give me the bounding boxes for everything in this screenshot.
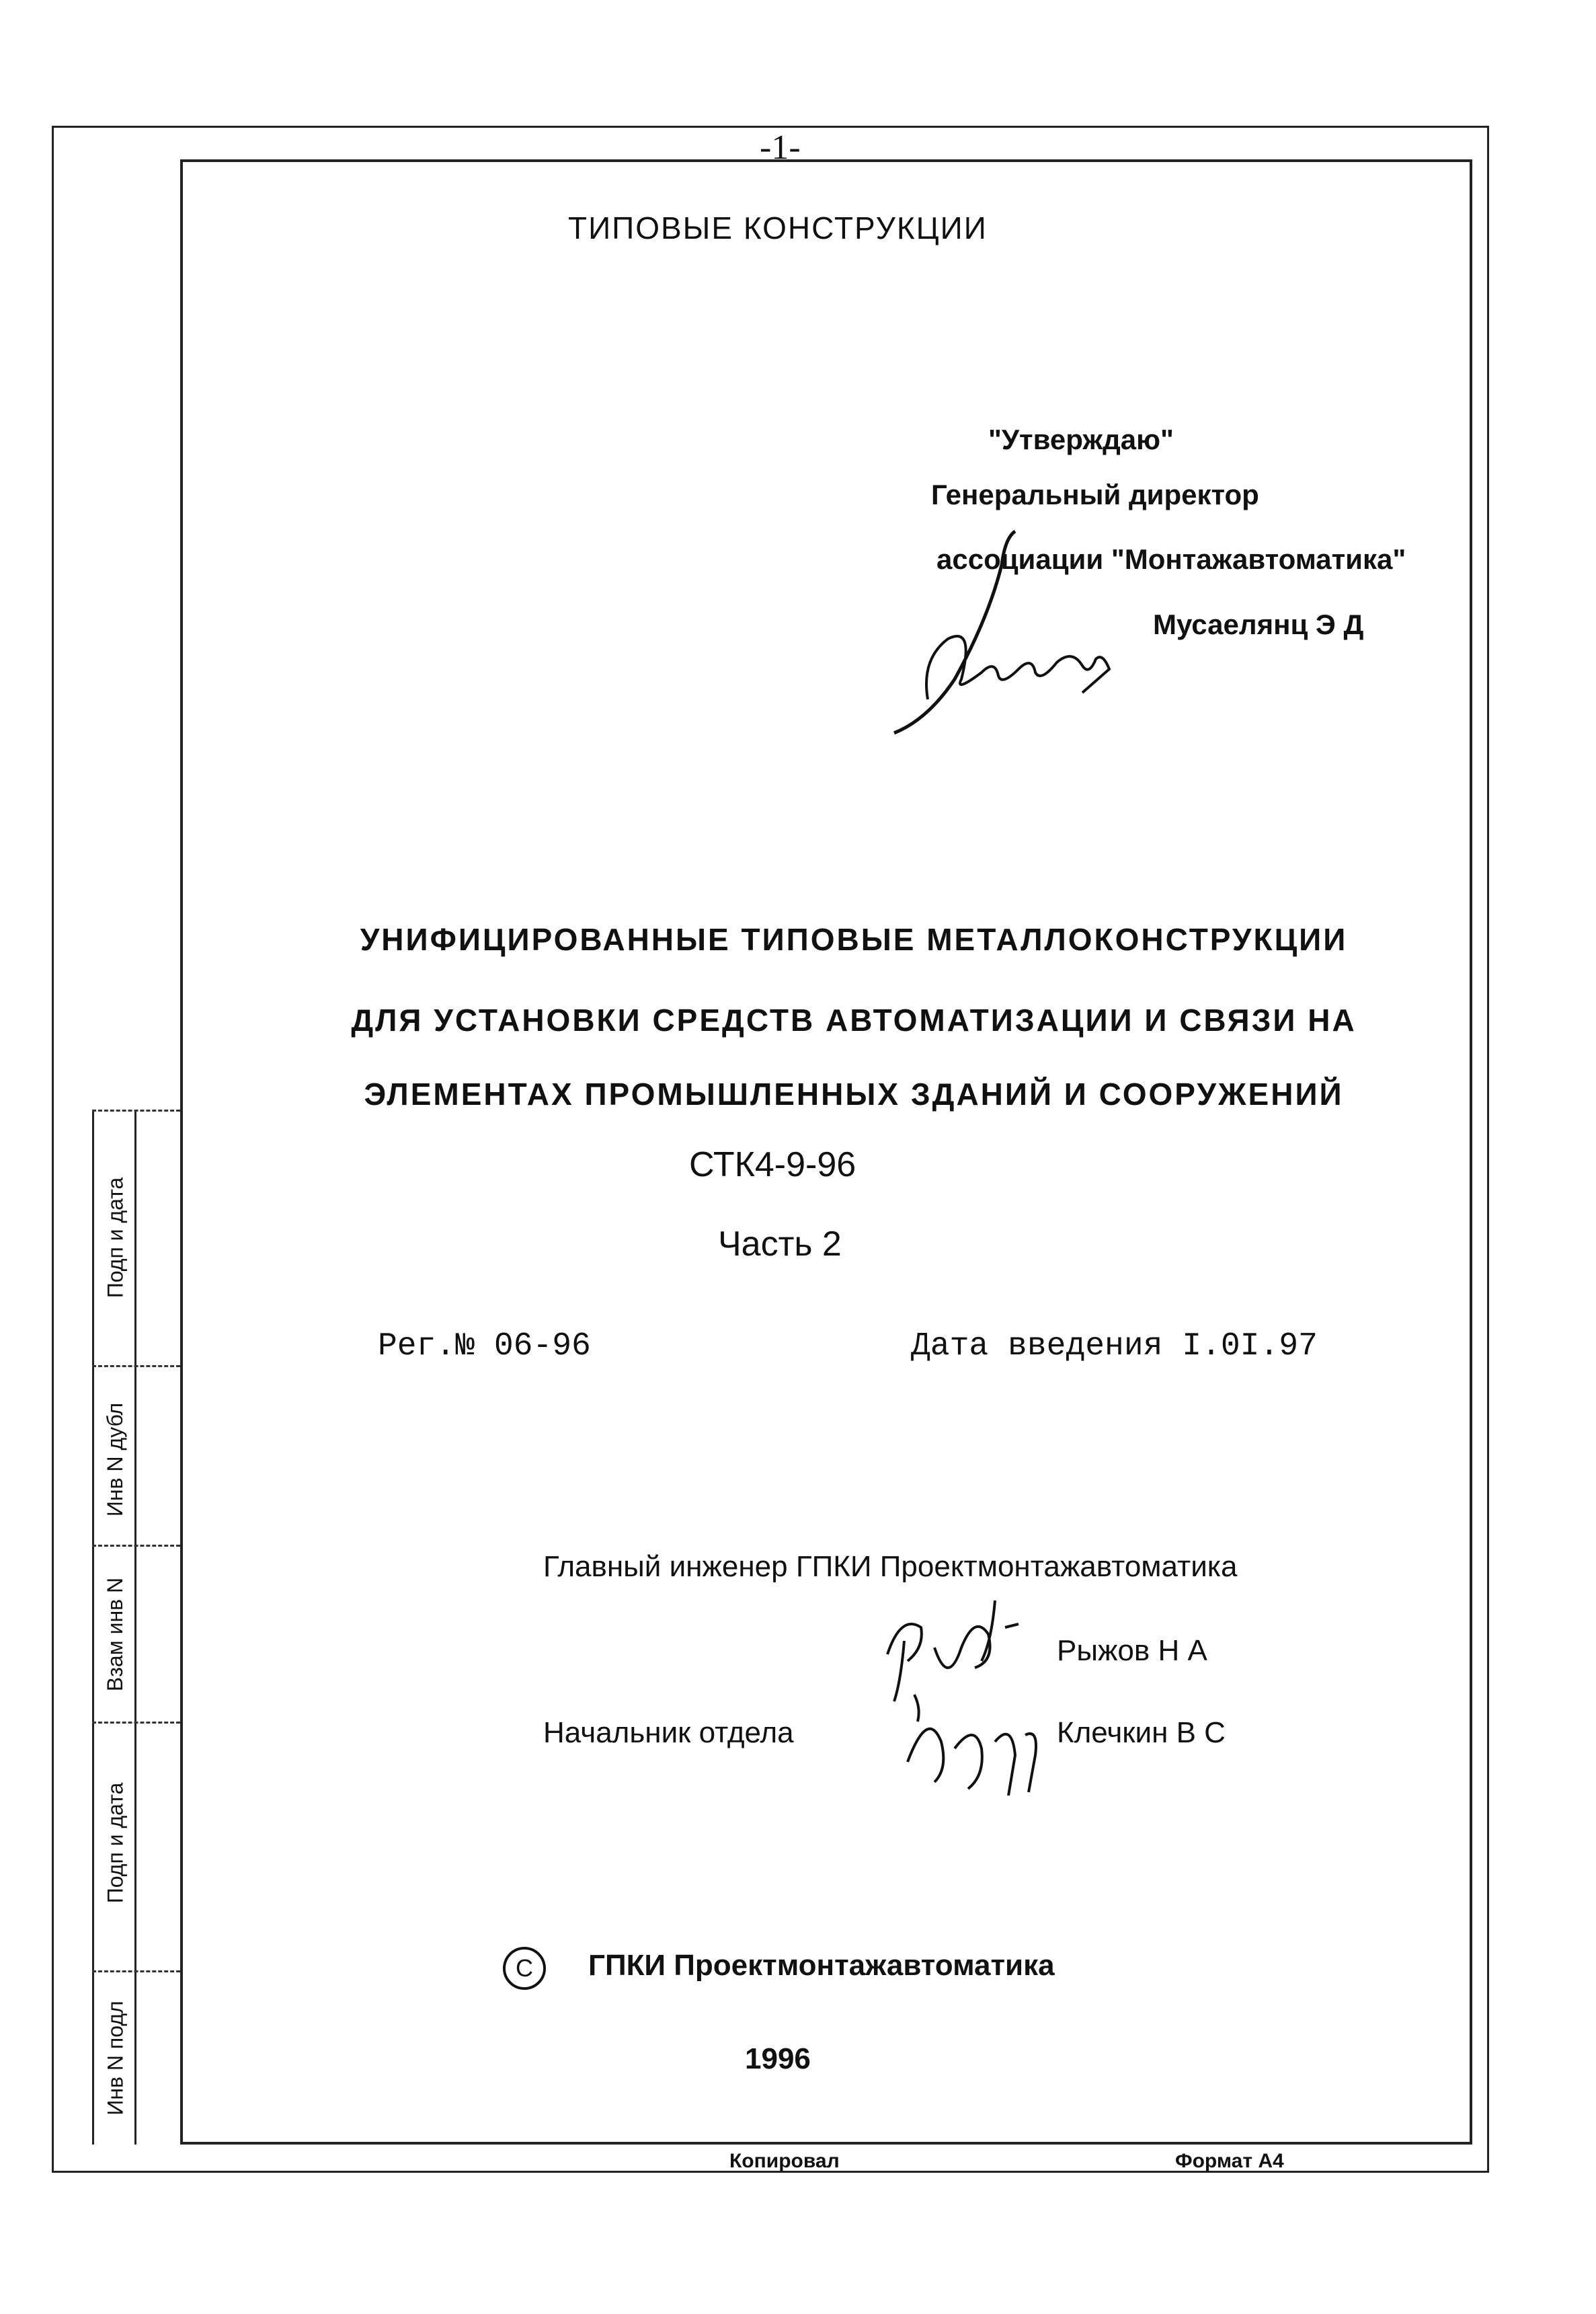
approval-stamp: "Утверждаю" [988,424,1174,455]
chief-engineer-name: Рыжов Н А [1057,1634,1207,1667]
side-label-inv-podl: Инв N подл [103,2000,128,2116]
department-head-name: Клечкин В С [1057,1716,1226,1749]
side-stamp-line [92,1545,180,1547]
side-stamp-divider [134,1110,136,2145]
side-label-inv-dubl: Инв N дубл [103,1402,128,1516]
side-label-podp-data-top: Подп и дата [103,1177,128,1298]
introduction-date: Дата введения I.0I.97 [911,1328,1318,1364]
side-label-podp-data: Подп и дата [103,1782,128,1903]
title-line-1: УНИФИЦИРОВАННЫЕ ТИПОВЫЕ МЕТАЛЛОКОНСТРУКЦИИ [360,922,1348,957]
side-stamp-line [92,1365,180,1367]
department-head-signature [887,1681,1049,1802]
title-line-3: ЭЛЕМЕНТАХ ПРОМЫШЛЕННЫХ ЗДАНИЙ И СООРУЖЕНИЙ [364,1077,1344,1112]
document-part: Часть 2 [718,1225,842,1264]
document-header: ТИПОВЫЕ КОНСТРУКЦИИ [568,210,988,245]
title-line-2: ДЛЯ УСТАНОВКИ СРЕДСТВ АВТОМАТИЗАЦИИ И СВЯЗИ НА [351,1003,1357,1038]
approval-position: Генеральный директор [931,479,1259,510]
copyright-organization: ГПКИ Проектмонтажавтоматика [588,1949,1055,1982]
registration-number: Рег.№ 06-96 [378,1328,591,1364]
side-stamp-line [92,1722,180,1724]
side-stamp-line [92,1970,180,1972]
side-stamp-line [92,1110,180,1112]
page-number: -1- [760,128,801,167]
approval-organization: ассоциации "Монтажавтоматика" [936,543,1406,575]
copyright-icon: С [503,1947,546,1990]
director-signature [881,525,1123,746]
footer-copied: Копировал [729,2150,840,2172]
approval-name: Мусаелянц Э Д [1153,609,1364,640]
chief-engineer-title: Главный инженер ГПКИ Проектмонтажавтоматика [543,1550,1238,1583]
side-label-vzam-inv: Взам инв N [103,1577,128,1691]
footer-format: Формат А4 [1175,2150,1284,2172]
document-code: СТК4-9-96 [689,1145,856,1184]
publication-year: 1996 [745,2042,811,2075]
department-head-title: Начальник отдела [543,1716,794,1749]
